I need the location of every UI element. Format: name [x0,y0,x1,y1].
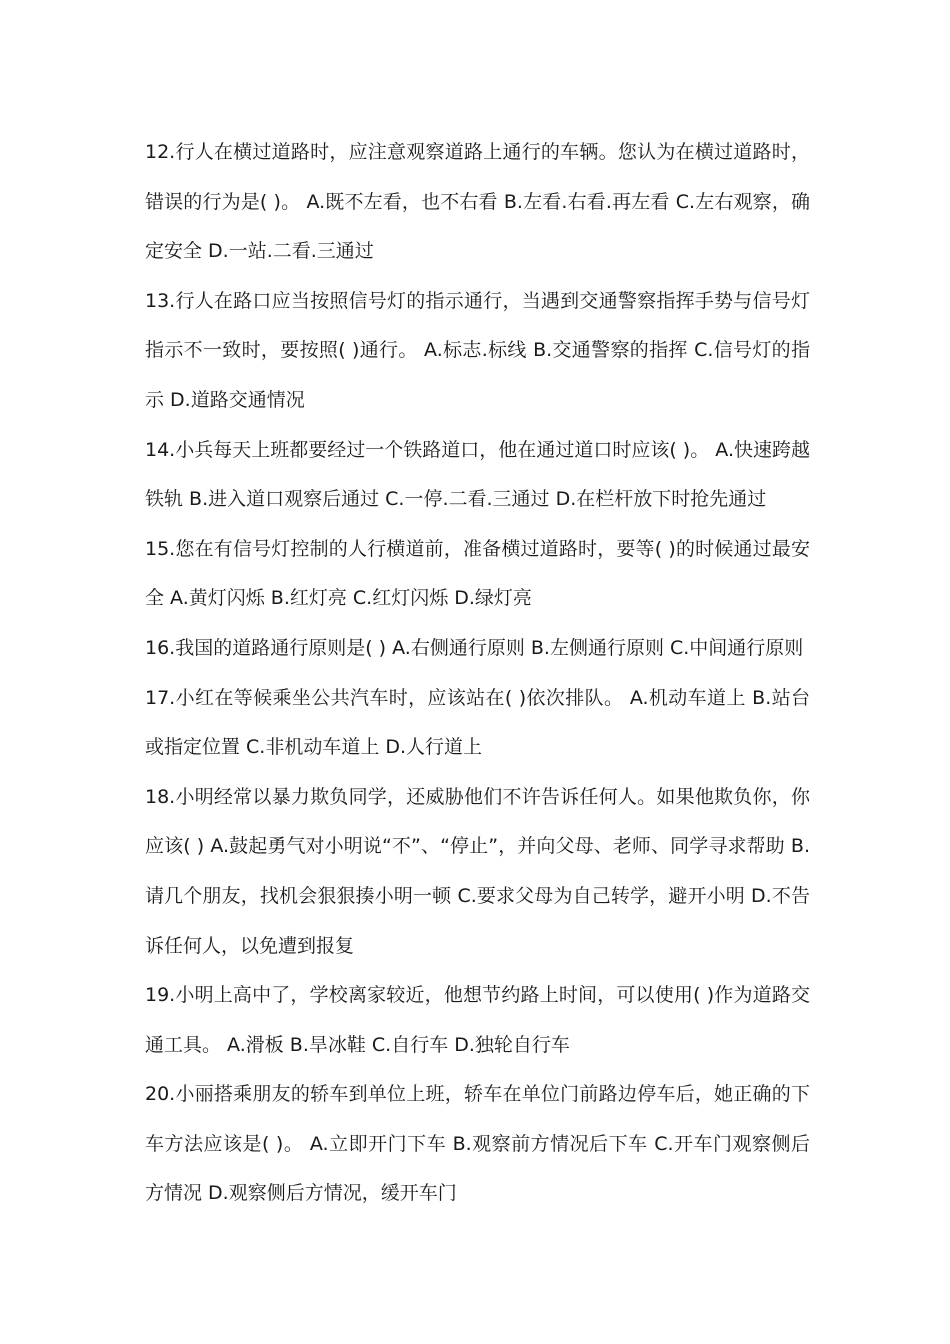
question-16: 16.我国的道路通行原则是( ) A.右侧通行原则 B.左侧通行原则 C.中间通行原则 [145,636,804,659]
question-15: 15.您在有信号灯控制的人行横道前，准备横过道路时，要等( )的时候通过最安全 A.黄灯闪烁 B.红灯亮 C.红灯闪烁 D.绿灯亮 [145,537,810,610]
question-19: 19.小明上高中了，学校离家较近，他想节约路上时间，可以使用( )作为道路交通工具。 A.滑板 B.旱冰鞋 C.自行车 D.独轮自行车 [145,984,810,1056]
question-14: 14.小兵每天上班都要经过一个铁路道口，他在通过道口时应该( )。 A.快速跨越铁轨 B.进入道口观察后通过 C.一停.二看.三通过 D.在栏杆放下时抢先通过 [145,438,810,511]
question-18: 18.小明经常以暴力欺负同学，还威胁他们不许告诉任何人。如果他欺负你，你应该( ) A.鼓起勇气对小明说“不”、“停止”，并向父母、老师、同学寻求帮助 B.请几个朋友，找机会狠狠揍小明一顿 C.要求父母为自己转学，避开小明 D.不告诉任何人，以免遭到报复 [145,785,810,957]
question-20: 20.小丽搭乘朋友的轿车到单位上班，轿车在单位门前路边停车后，她正确的下车方法应该是( )。 A.立即开门下车 B.观察前方情况后下车 C.开车门观察侧后方情况 D.观察侧后方情况，缓开车门 [145,1083,810,1205]
question-17: 17.小红在等候乘坐公共汽车时，应该站在( )依次排队。 A.机动车道上 B.站台或指定位置 C.非机动车道上 D.人行道上 [145,686,810,759]
document-body [145,128,810,1219]
question-12: 12.行人在横过道路时，应注意观察道路上通行的车辆。您认为在横过道路时，错误的行为是( )。 A.既不左看，也不右看 B.左看.右看.再左看 C.左右观察，确定安全 D.一站.二看.三通过 [145,141,810,263]
question-13: 13.行人在路口应当按照信号灯的指示通行，当遇到交通警察指挥手势与信号灯指示不一致时，要按照( )通行。 A.标志.标线 B.交通警察的指挥 C.信号灯的指示 D.道路交通情况 [145,289,810,411]
